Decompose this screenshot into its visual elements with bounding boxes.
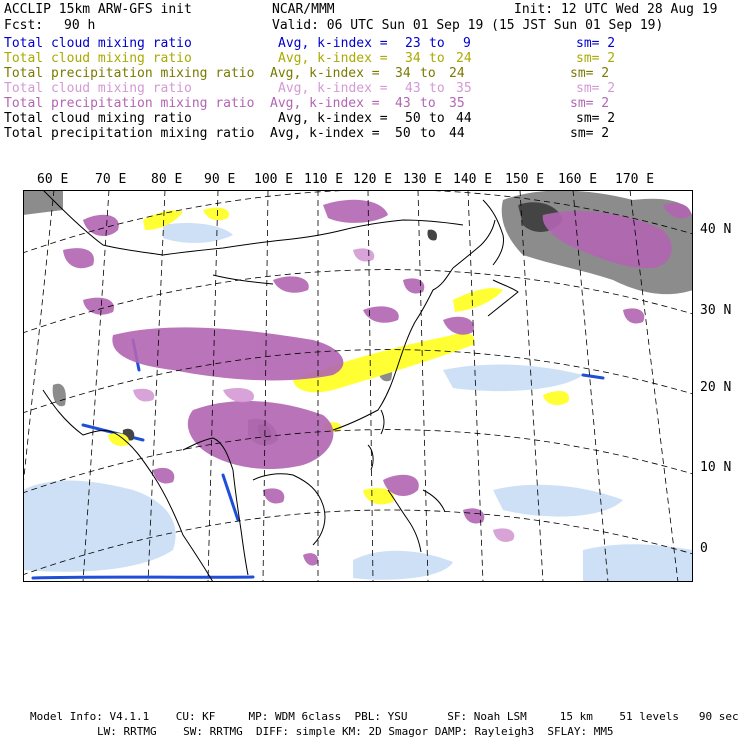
legend-k-from: 23 [405, 36, 421, 51]
lat-label: 40 N [700, 222, 732, 237]
legend-field: Total cloud mixing ratio [4, 81, 192, 96]
lon-label: 130 E [403, 172, 443, 187]
legend-to: to [429, 51, 445, 66]
init-time: Init: 12 UTC Wed 28 Aug 19 [514, 2, 718, 17]
valid-time: Valid: 06 UTC Sun 01 Sep 19 (15 JST Sun 01 Sep 19) [272, 18, 664, 33]
physics-info-line: LW: RRTMG SW: RRTMG DIFF: simple KM: 2D Smagor DAMP: Rayleigh3 SFLAY: MM5 [97, 725, 614, 738]
forecast-label: Fcst: [4, 18, 44, 33]
lon-label: 120 E [353, 172, 393, 187]
legend-sm: sm= 2 [576, 36, 616, 51]
model-title: ACCLIP 15km ARW-GFS init [4, 2, 192, 17]
legend-k-to: 24 [456, 51, 472, 66]
legend-field: Total cloud mixing ratio [4, 51, 192, 66]
legend-field: Total cloud mixing ratio [4, 111, 192, 126]
lon-label: 70 E [95, 172, 127, 187]
lon-label: 160 E [558, 172, 598, 187]
legend-avg: Avg, k-index = [270, 126, 380, 141]
legend-to: to [420, 126, 436, 141]
lon-label: 110 E [304, 172, 344, 187]
lon-label: 90 E [204, 172, 236, 187]
legend-avg: Avg, k-index = [278, 81, 388, 96]
legend-field: Total precipitation mixing ratio [4, 126, 255, 141]
legend-avg: Avg, k-index = [278, 36, 388, 51]
lon-label: 100 E [254, 172, 294, 187]
legend-avg: Avg, k-index = [270, 96, 380, 111]
model-info-line: Model Info: V4.1.1 CU: KF MP: WDM 6class PBL: YSU SF: Noah LSM 15 km 51 levels 90 sec [30, 710, 739, 723]
lon-label: 80 E [151, 172, 183, 187]
legend-k-to: 9 [463, 36, 471, 51]
legend-k-from: 50 [405, 111, 421, 126]
legend-avg: Avg, k-index = [270, 66, 380, 81]
lat-label: 0 [700, 541, 708, 556]
legend-k-to: 44 [449, 126, 465, 141]
lat-label: 30 N [700, 303, 732, 318]
legend-field: Total precipitation mixing ratio [4, 66, 255, 81]
legend-field: Total cloud mixing ratio [4, 36, 192, 51]
legend-avg: Avg, k-index = [278, 111, 388, 126]
legend-k-from: 34 [395, 66, 411, 81]
legend-to: to [429, 111, 445, 126]
legend-k-from: 43 [405, 81, 421, 96]
lon-label: 150 E [505, 172, 545, 187]
center-label: NCAR/MMM [272, 2, 335, 17]
legend-sm: sm= 2 [576, 81, 616, 96]
legend-k-from: 43 [395, 96, 411, 111]
legend-k-to: 44 [456, 111, 472, 126]
legend-sm: sm= 2 [570, 126, 610, 141]
legend-to: to [420, 96, 436, 111]
legend-avg: Avg, k-index = [278, 51, 388, 66]
legend-k-from: 50 [395, 126, 411, 141]
lat-label: 20 N [700, 380, 732, 395]
legend-to: to [420, 66, 436, 81]
forecast-map [23, 190, 693, 582]
lon-label: 170 E [615, 172, 655, 187]
legend-to: to [429, 36, 445, 51]
lat-label: 10 N [700, 460, 732, 475]
legend-sm: sm= 2 [570, 96, 610, 111]
legend-k-to: 35 [456, 81, 472, 96]
legend-sm: sm= 2 [576, 111, 616, 126]
legend-k-to: 35 [449, 96, 465, 111]
legend-sm: sm= 2 [576, 51, 616, 66]
legend-field: Total precipitation mixing ratio [4, 96, 255, 111]
legend-k-to: 24 [449, 66, 465, 81]
lon-label: 60 E [37, 172, 69, 187]
lon-label: 140 E [453, 172, 493, 187]
legend-to: to [429, 81, 445, 96]
legend-sm: sm= 2 [570, 66, 610, 81]
legend-k-from: 34 [405, 51, 421, 66]
forecast-hour: 90 h [64, 18, 96, 33]
